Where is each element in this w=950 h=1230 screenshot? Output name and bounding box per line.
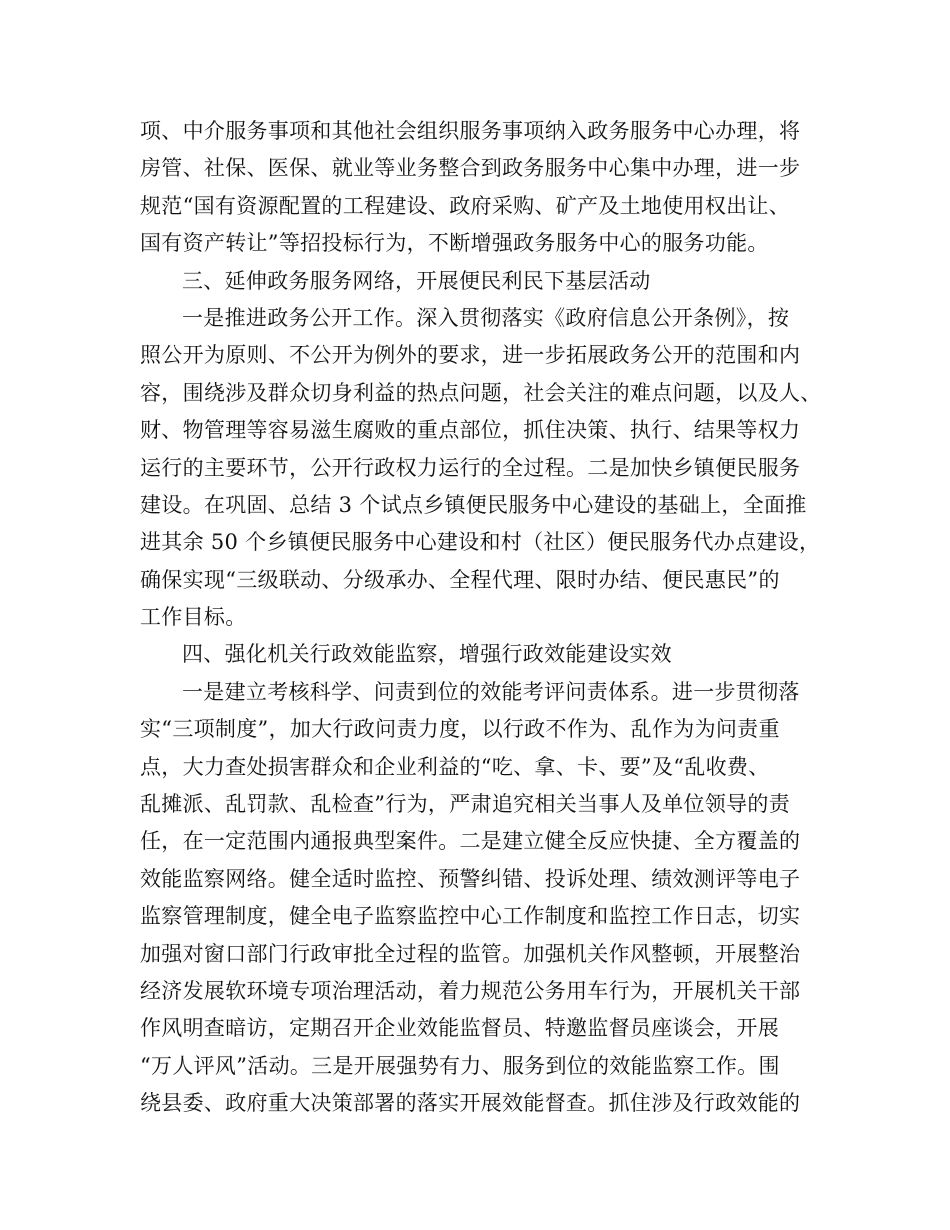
text-line: 监察管理制度，健全电子监察监控中心工作制度和监控工作日志，切实 — [140, 904, 801, 929]
text-line: 照公开为原则、不公开为例外的要求，进一步拓展政务公开的范围和内 — [140, 343, 801, 368]
text-line: 财、物管理等容易滋生腐败的重点部位，抓住决策、执行、结果等权力 — [140, 418, 801, 443]
text-line: 任，在一定范围内通报典型案件。二是建立健全反应快捷、全方覆盖的 — [140, 829, 801, 854]
text-line: 实“三项制度”，加大行政问责力度，以行政不作为、乱作为为问责重 — [140, 717, 780, 742]
text-line: 经济发展软环境专项治理活动，着力规范公务用车行为，开展机关干部 — [140, 978, 801, 1003]
paragraph-start-line: 三、延伸政务服务网络，开展便民利民下基层活动 — [182, 268, 651, 293]
text-line: 工作目标。 — [140, 605, 247, 630]
text-line: 进其余 50 个乡镇便民服务中心建设和村（社区）便民服务代办点建设， — [140, 530, 821, 555]
text-line: 效能监察网络。健全适时监控、预警纠错、投诉处理、绩效测评等电子 — [140, 866, 801, 891]
text-line: 项、中介服务事项和其他社会组织服务事项纳入政务服务中心办理，将 — [140, 119, 801, 143]
text-line: 建设。在巩固、总结 3 个试点乡镇便民服务中心建设的基础上，全面推 — [140, 492, 807, 517]
paragraph-start-line: 四、强化机关行政效能监察，增强行政效能建设实效 — [182, 642, 672, 667]
text-line: 确保实现“三级联动、分级承办、全程代理、限时办结、便民惠民”的 — [140, 567, 780, 592]
text-line: 点，大力查处损害群众和企业利益的“吃、拿、卡、要”及“乱收费、 — [140, 754, 770, 779]
text-line: 容，围绕涉及群众切身利益的热点问题，社会关注的难点问题，以及人、 — [140, 380, 822, 405]
paragraph-start-line: 一是推进政务公开工作。深入贯彻落实《政府信息公开条例》，按 — [182, 305, 790, 330]
text-line: 乱摊派、乱罚款、乱检查”行为，严肃追究相关当事人及单位领导的责 — [140, 792, 791, 817]
text-line: 作风明查暗访，定期召开企业效能监督员、特邀监督员座谈会，开展 — [140, 1016, 779, 1041]
body-text — [140, 113, 830, 1123]
text-line: “万人评风”活动。三是开展强势有力、服务到位的效能监察工作。围 — [140, 1053, 780, 1078]
text-line: 房管、社保、医保、就业等业务整合到政务服务中心集中办理，进一步 — [140, 156, 801, 181]
text-line: 国有资产转让”等招投标行为，不断增强政务服务中心的服务功能。 — [140, 231, 769, 256]
text-line: 绕县委、政府重大决策部署的落实开展效能督查。抓住涉及行政效能的 — [140, 1091, 801, 1116]
text-line: 规范“国有资源配置的工程建设、政府采购、矿产及土地使用权出让、 — [140, 193, 791, 218]
text-line: 加强对窗口部门行政审批全过程的监管。加强机关作风整顿，开展整治 — [140, 941, 801, 966]
text-line: 运行的主要环节，公开行政权力运行的全过程。二是加快乡镇便民服务 — [140, 455, 801, 480]
paragraph-start-line: 一是建立考核科学、问责到位的效能考评问责体系。进一步贯彻落 — [182, 679, 800, 704]
